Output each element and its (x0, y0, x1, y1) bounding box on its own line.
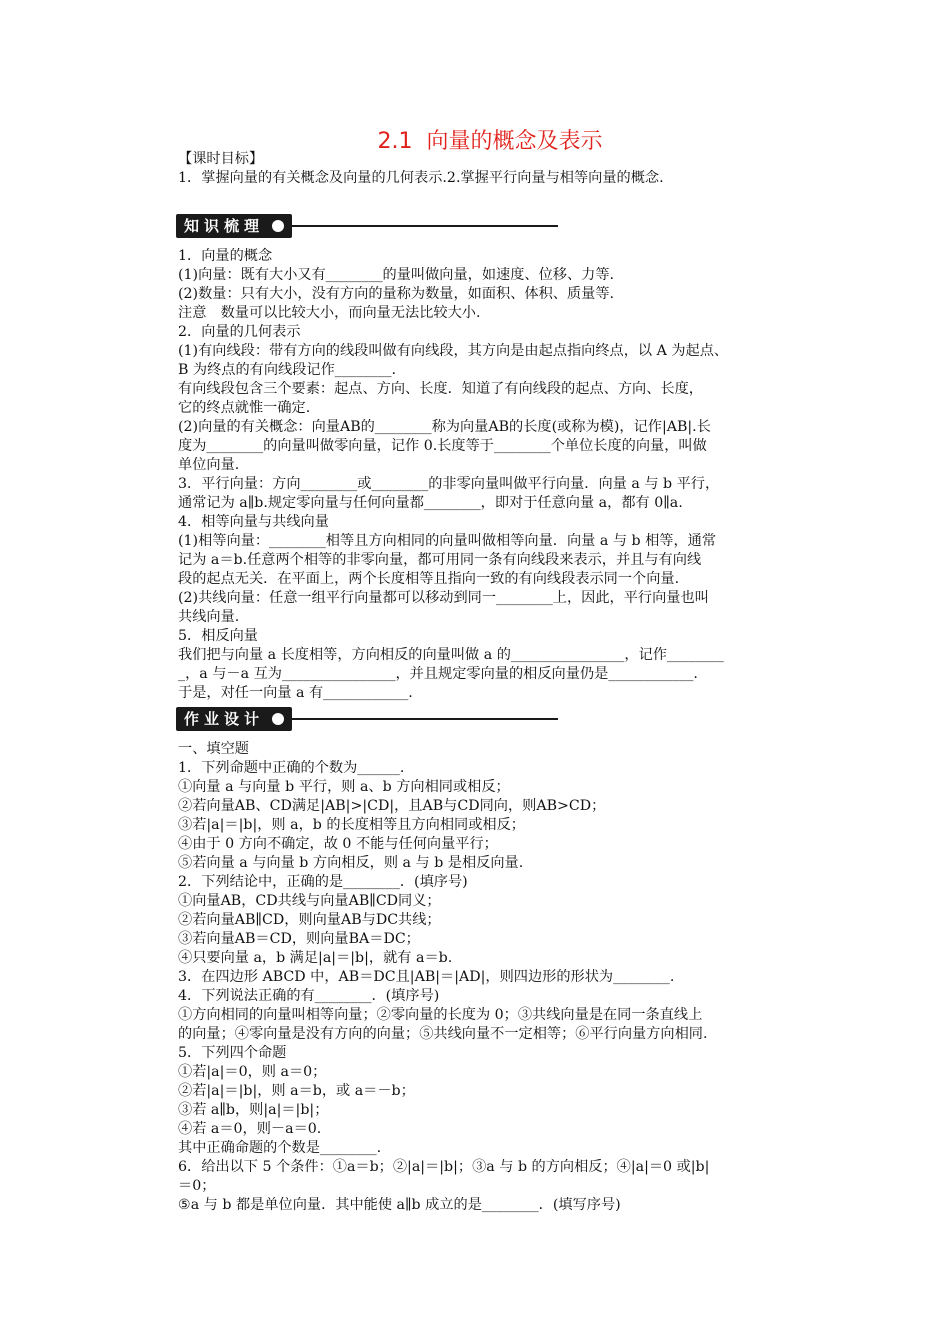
section-heading-homework (176, 707, 558, 731)
text-line: 通常记为 a∥b.规定零向量与任何向量都________，即对于任意向量 a，都有 0∥a. (178, 495, 683, 511)
section-title: 向量的概念及表示 (426, 129, 603, 154)
heading-rule (292, 718, 558, 720)
text-line: 共线向量. (178, 609, 240, 625)
exercise-line: ③若|a|＝|b|，则 a，b 的长度相等且方向相同或相反； (178, 817, 525, 833)
text-line: (2)向量的有关概念：向量AB的________称为向量AB的长度(或称为模)，记作|AB|.长 (178, 419, 711, 435)
exercise-line: ③若向量AB＝CD，则向量BA＝DC； (178, 931, 420, 947)
exercise-line: ②若|a|＝|b|，则 a＝b，或 a＝－b； (178, 1083, 415, 1099)
exercise-line: 4．下列说法正确的有________．(填序号) (178, 988, 440, 1004)
text-line: 它的终点就惟一确定. (178, 400, 311, 416)
exercise-line: 3．在四边形 ABCD 中，AB＝DC且|AB|＝|AD|，则四边形的形状为________. (178, 969, 675, 985)
exercise-line: ①方向相同的向量叫相等向量；②零向量的长度为 0；③共线向量是在同一条直线上 (178, 1007, 703, 1023)
goals-header: 【课时目标】 (178, 151, 264, 167)
exercise-line: ③若 a∥b，则|a|＝|b|； (178, 1102, 329, 1118)
heading-label: 作业设计 (184, 710, 265, 728)
exercise-line: 其中正确命题的个数是________. (178, 1140, 382, 1156)
text-line: (2)共线向量：任意一组平行向量都可以移动到同一________上，因此，平行向量也叫 (178, 590, 709, 606)
text-line: 于是，对任一向量 a 有____________. (178, 685, 413, 701)
goals-block (178, 150, 828, 188)
bullet-dot-icon (272, 713, 284, 725)
exercise-line: ②若向量AB∥CD，则向量AB与DC共线； (178, 912, 441, 928)
exercise-line: ①向量AB，CD共线与向量AB∥CD同义； (178, 893, 441, 909)
exercise-line: ⑤若向量 a 与向量 b 方向相反，则 a 与 b 是相反向量. (178, 855, 524, 871)
goals-text: 1．掌握向量的有关概念及向量的几何表示.2.掌握平行向量与相等向量的概念. (178, 170, 664, 186)
exercise-line: ⑤a 与 b 都是单位向量．其中能使 a∥b 成立的是________．(填写序号) (178, 1197, 621, 1213)
exercise-line: 2．下列结论中，正确的是________．(填序号) (178, 874, 468, 890)
text-line: (2)数量：只有大小，没有方向的量称为数量，如面积、体积、质量等. (178, 286, 615, 302)
exercise-line: ①若|a|＝0，则 a＝0； (178, 1064, 327, 1080)
exercise-line: ＝0； (178, 1178, 216, 1194)
exercise-line: 6．给出以下 5 个条件：①a＝b；②|a|＝|b|；③a 与 b 的方向相反；④|a|＝0 或|b| (178, 1159, 710, 1175)
text-line: B 为终点的有向线段记作________. (178, 362, 397, 378)
exercise-line: ④由于 0 方向不确定，故 0 不能与任何向量平行； (178, 836, 498, 852)
text-line: (1)有向线段：带有方向的线段叫做有向线段，其方向是由起点指向终点，以 A 为起点、 (178, 343, 729, 359)
text-line: _，a 与－a 互为________________，并且规定零向量的相反向量仍是____________. (178, 666, 698, 682)
text-line: 段的起点无关．在平面上，两个长度相等且指向一致的有向线段表示同一个向量. (178, 571, 680, 587)
text-line: 3．平行向量：方向________或________的非零向量叫做平行向量．向量 a 与 b 平行， (178, 476, 720, 492)
exercise-line: ①向量 a 与向量 b 平行，则 a、b 方向相同或相反； (178, 779, 510, 795)
bullet-dot-icon (272, 220, 284, 232)
text-line: 单位向量. (178, 457, 240, 473)
exercise-line: 1．下列命题中正确的个数为______. (178, 760, 405, 776)
text-line: (1)向量：既有大小又有________的量叫做向量，如速度、位移、力等. (178, 267, 615, 283)
knowledge-block (178, 247, 828, 703)
text-line: 4．相等向量与共线向量 (178, 514, 329, 530)
section-number: 2.1 (377, 129, 413, 154)
exercise-line: ④若 a＝0，则－a＝0. (178, 1121, 322, 1137)
exercise-line: 的向量；④零向量是没有方向的向量；⑤共线向量不一定相等；⑥平行向量方向相同. (178, 1026, 708, 1042)
heading-label: 知识梳理 (184, 217, 265, 235)
exercise-line: ②若向量AB、CD满足|AB|>|CD|，且AB与CD同向，则AB>CD； (178, 798, 606, 814)
text-line: 度为________的向量叫做零向量，记作 0.长度等于________个单位长度的向量，叫做 (178, 438, 707, 454)
text-line: 记为 a＝b.任意两个相等的非零向量，都可用同一条有向线段来表示，并且与有向线 (178, 552, 702, 568)
text-line: (1)相等向量：________相等且方向相同的向量叫做相等向量．向量 a 与 b 相等，通常 (178, 533, 717, 549)
text-line: 有向线段包含三个要素：起点、方向、长度．知道了有向线段的起点、方向、长度， (178, 381, 703, 397)
exercise-line: 一、填空题 (178, 741, 249, 757)
text-line: 2．向量的几何表示 (178, 324, 301, 340)
text-line: 我们把与向量 a 长度相等，方向相反的向量叫做 a 的________________，记作________ (178, 647, 724, 663)
exercises-block (178, 740, 828, 1215)
heading-rule (292, 225, 558, 227)
text-line: 1．向量的概念 (178, 248, 273, 264)
text-line: 5．相反向量 (178, 628, 258, 644)
text-line: 注意 数量可以比较大小，而向量无法比较大小. (178, 305, 481, 321)
exercise-line: ④只要向量 a，b 满足|a|＝|b|，就有 a＝b. (178, 950, 453, 966)
exercise-line: 5．下列四个命题 (178, 1045, 287, 1061)
section-heading-knowledge (176, 214, 558, 238)
